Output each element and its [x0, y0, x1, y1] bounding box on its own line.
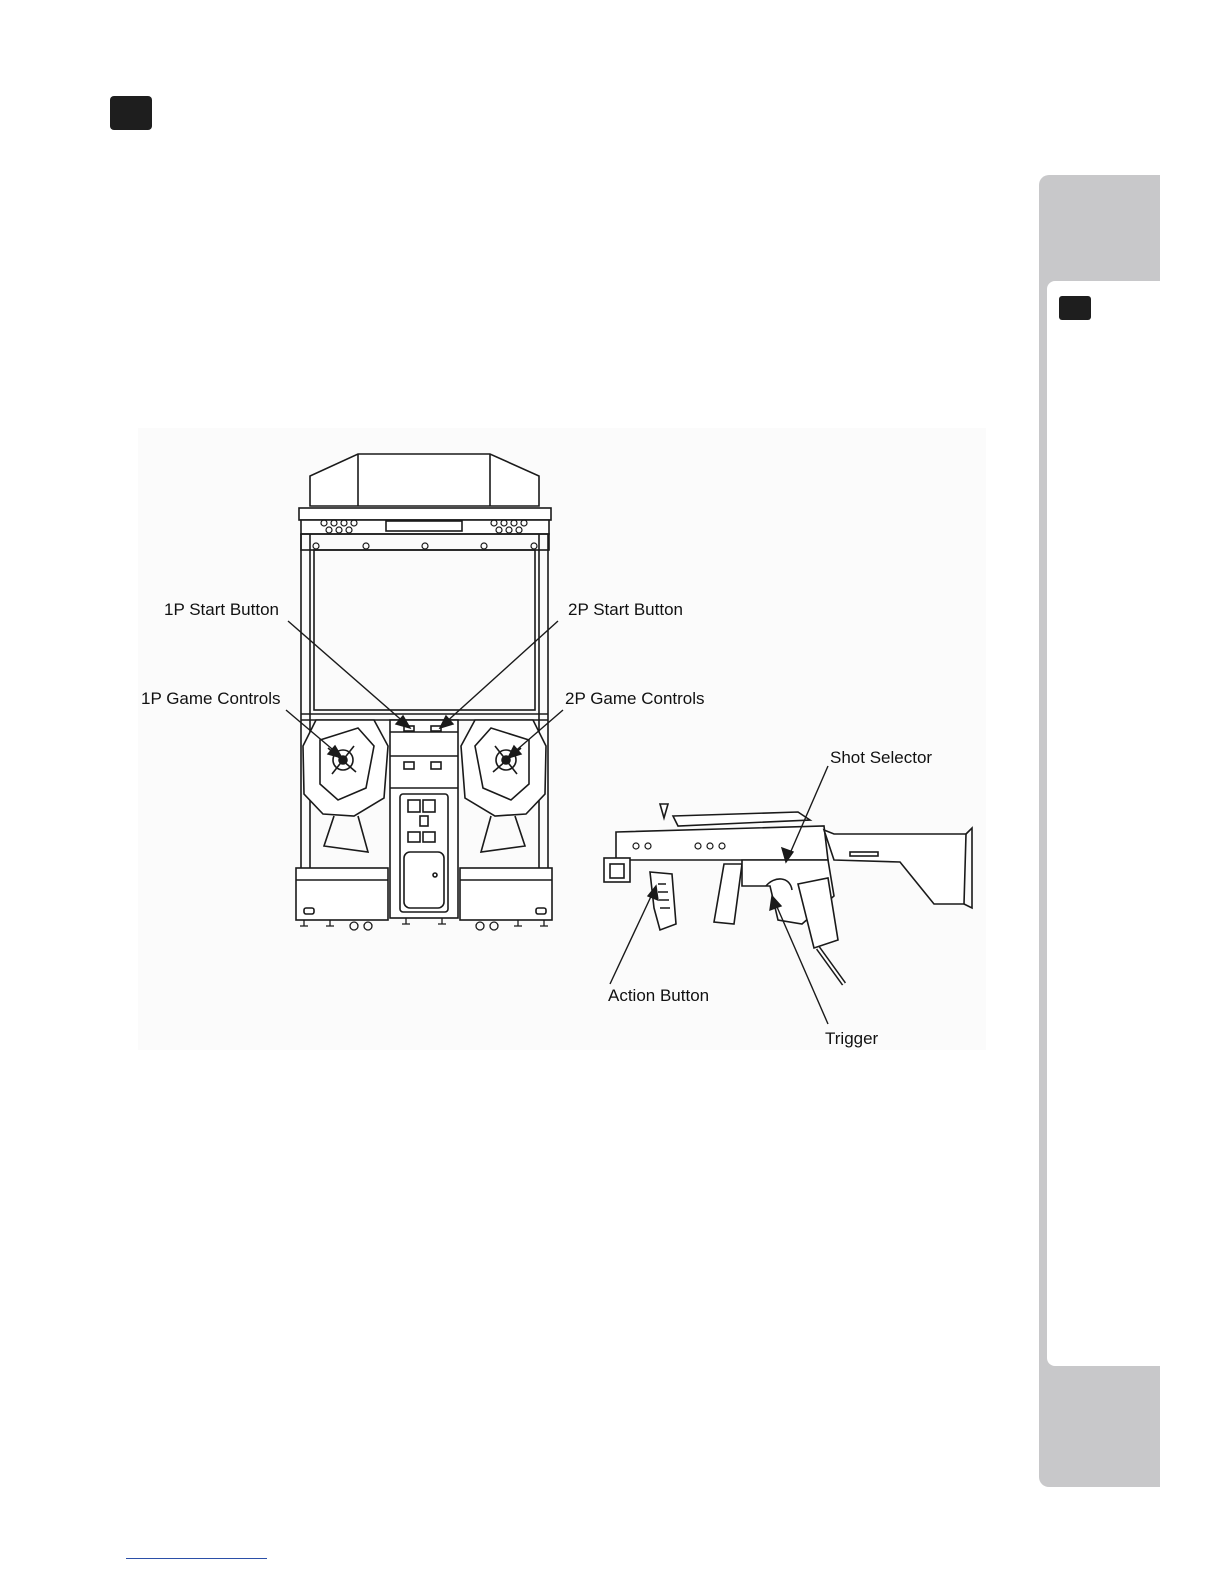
- label-shot-selector: Shot Selector: [830, 748, 933, 767]
- gun-controller-drawing: [604, 804, 972, 984]
- label-1p-game-controls: 1P Game Controls: [141, 689, 281, 708]
- footer-link-rule: [126, 1558, 267, 1559]
- arcade-cabinet-drawing: [296, 454, 552, 930]
- label-trigger: Trigger: [825, 1029, 879, 1048]
- label-action-button: Action Button: [608, 986, 710, 1005]
- label-2p-start-button: 2P Start Button: [568, 600, 683, 619]
- side-chapter-panel: [1047, 281, 1160, 1366]
- page-section-badge: [110, 96, 152, 130]
- controls-figure: [138, 428, 986, 1050]
- side-chapter-badge: [1059, 296, 1091, 320]
- label-2p-game-controls: 2P Game Controls: [565, 689, 705, 708]
- label-1p-start-button: 1P Start Button: [164, 600, 279, 619]
- figure-drawing: [138, 428, 986, 1050]
